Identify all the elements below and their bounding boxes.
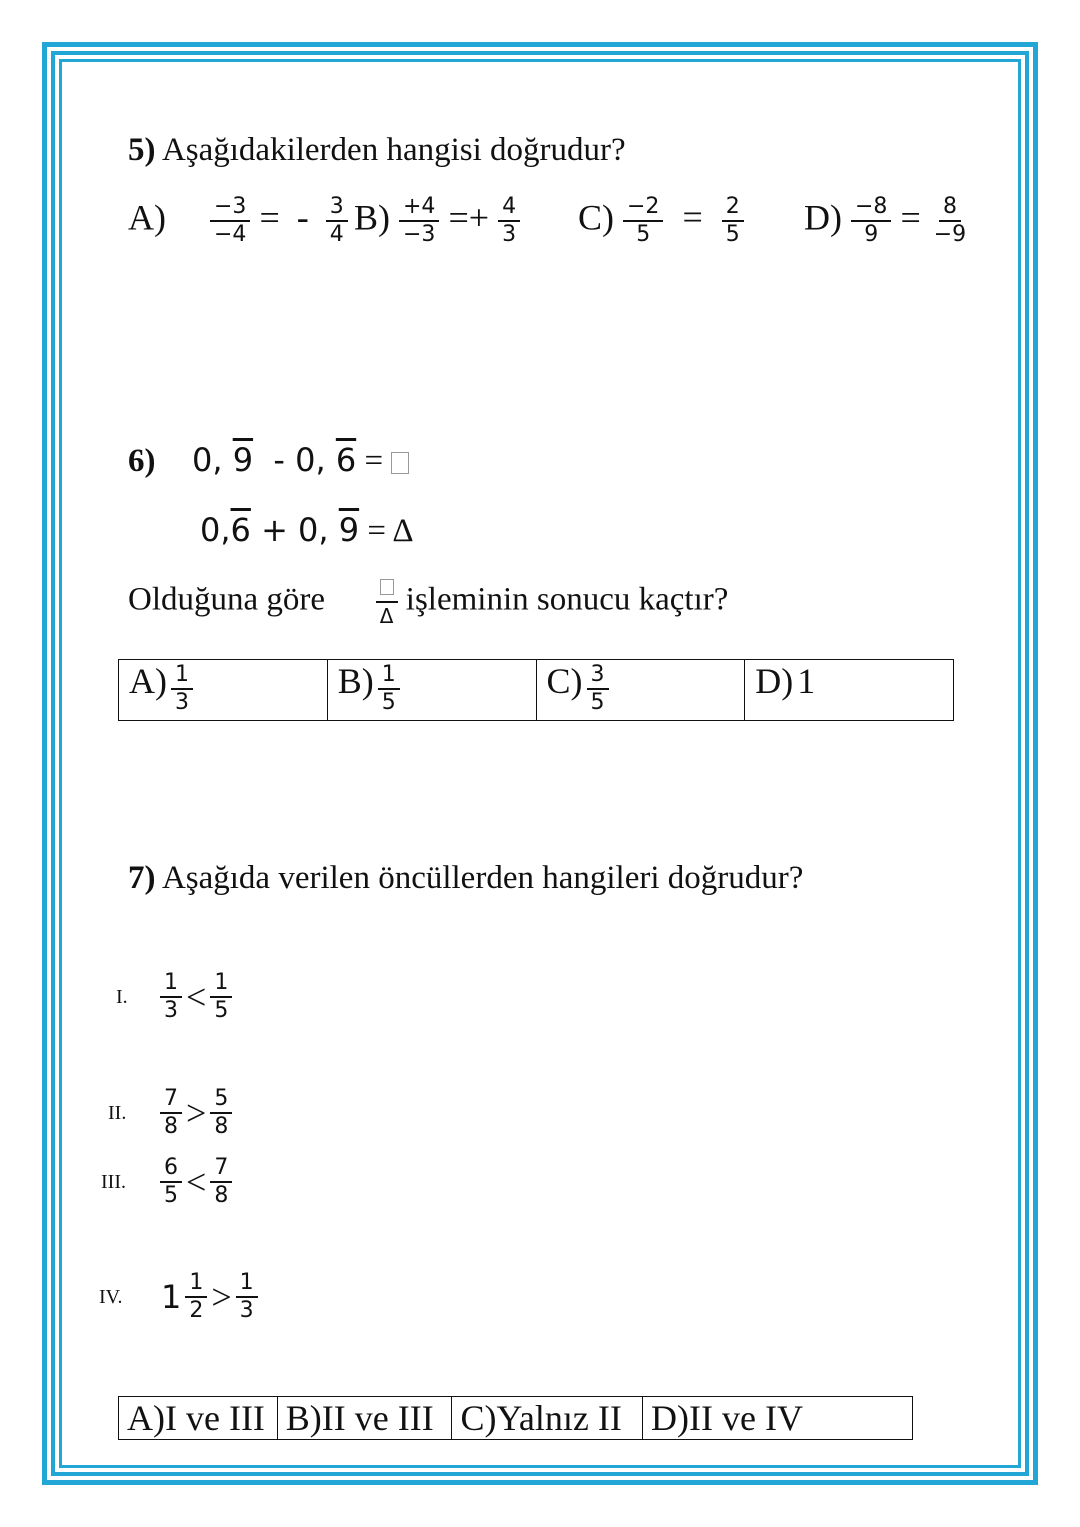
denominator: 5 bbox=[636, 222, 651, 247]
numerator: 1 bbox=[160, 970, 182, 998]
numerator: −8 bbox=[851, 194, 891, 222]
numerator bbox=[376, 575, 398, 603]
roman-numeral: IV. bbox=[99, 1285, 123, 1308]
denominator: 4 bbox=[329, 222, 344, 247]
denominator: −9 bbox=[933, 222, 967, 247]
equals-sign: = bbox=[448, 197, 469, 238]
denominator: 3 bbox=[502, 222, 517, 247]
numerator: 3 bbox=[587, 662, 609, 690]
question-suffix: işleminin sonucu kaçtır? bbox=[405, 581, 729, 618]
fraction bbox=[399, 194, 439, 248]
fraction bbox=[210, 1086, 232, 1140]
q7-premise-1 bbox=[116, 970, 232, 1024]
denominator: 8 bbox=[214, 1114, 229, 1139]
q5-text: Aşağıdakilerden hangisi doğrudur? bbox=[161, 132, 626, 168]
denominator: 5 bbox=[164, 1183, 178, 1208]
q6-expression-1 bbox=[192, 441, 356, 479]
triangle-symbol: Δ bbox=[392, 513, 414, 549]
denominator: 3 bbox=[164, 998, 178, 1023]
fraction bbox=[236, 1270, 258, 1324]
numerator: 1 bbox=[210, 970, 232, 998]
fraction bbox=[160, 1155, 182, 1209]
q7-premise-3 bbox=[101, 1155, 232, 1209]
roman-numeral: II. bbox=[108, 1101, 127, 1124]
fraction bbox=[210, 970, 232, 1024]
choice-label: A) bbox=[129, 661, 167, 701]
fraction bbox=[930, 194, 970, 248]
q6-answer-table bbox=[118, 659, 954, 721]
numerator: 6 bbox=[160, 1155, 182, 1183]
q7-text: Aşağıda verilen öncüllerden hangileri doğrudur? bbox=[161, 860, 804, 896]
option-label: B) bbox=[354, 197, 390, 238]
numerator: 8 bbox=[939, 194, 961, 222]
repeating-digit: 9 bbox=[338, 511, 360, 549]
question-prefix: Olduğuna göre bbox=[128, 581, 326, 618]
square-symbol bbox=[391, 452, 409, 474]
q6-line2 bbox=[200, 510, 414, 551]
fraction bbox=[160, 1086, 182, 1140]
q7-choice-c[interactable]: C)Yalnız II bbox=[452, 1397, 643, 1440]
operator: - 0, bbox=[273, 441, 326, 479]
q5-option-d bbox=[804, 194, 970, 248]
repeating-digit: 6 bbox=[230, 511, 251, 549]
integer-part: 0, bbox=[192, 441, 223, 479]
q6-choice-d[interactable] bbox=[745, 660, 954, 721]
q6-choice-b[interactable] bbox=[327, 660, 536, 721]
numerator: 3 bbox=[326, 194, 348, 222]
q6-expression-2 bbox=[200, 511, 359, 549]
fraction bbox=[722, 194, 744, 248]
equals-sign: = bbox=[364, 443, 384, 479]
whole-number: 1 bbox=[161, 1278, 182, 1316]
q5-number: 5) bbox=[128, 132, 156, 168]
denominator: 9 bbox=[864, 222, 879, 247]
fraction bbox=[498, 194, 520, 248]
q6-question bbox=[128, 575, 728, 629]
choice-label: B) bbox=[337, 661, 374, 701]
equals-sign: = bbox=[367, 513, 386, 549]
numerator: +4 bbox=[399, 194, 439, 222]
q7-choice-a[interactable]: A)I ve III bbox=[119, 1397, 278, 1440]
denominator: 8 bbox=[164, 1114, 178, 1139]
numerator: 1 bbox=[171, 662, 193, 690]
q6-choice-a[interactable] bbox=[119, 660, 328, 721]
equals-sign: = bbox=[900, 197, 921, 238]
option-label: A) bbox=[128, 197, 166, 238]
option-label: C) bbox=[578, 197, 614, 238]
fraction bbox=[210, 194, 250, 248]
q7-premise-2 bbox=[108, 1086, 232, 1140]
numerator: 1 bbox=[378, 662, 400, 690]
q7-premise-4 bbox=[99, 1270, 258, 1324]
q6-choice-c[interactable] bbox=[536, 660, 745, 721]
denominator: −4 bbox=[214, 222, 247, 247]
numerator: 4 bbox=[498, 194, 520, 222]
repeating-digit: 6 bbox=[335, 441, 357, 479]
comparison-operator: < bbox=[186, 1162, 207, 1202]
numerator: 5 bbox=[210, 1086, 232, 1114]
q7-choice-b[interactable]: B)II ve III bbox=[277, 1397, 452, 1440]
choice-value: 1 bbox=[797, 661, 816, 701]
choice-label: C) bbox=[546, 661, 583, 701]
numerator: −3 bbox=[210, 194, 250, 222]
roman-numeral: III. bbox=[101, 1170, 126, 1193]
numerator: 1 bbox=[185, 1270, 207, 1298]
denominator: 5 bbox=[214, 998, 229, 1023]
denominator: −3 bbox=[403, 222, 436, 247]
fraction bbox=[378, 662, 400, 716]
denominator: Δ bbox=[379, 604, 394, 628]
q7-stem bbox=[128, 858, 803, 898]
fraction bbox=[160, 970, 182, 1024]
roman-numeral: I. bbox=[116, 985, 128, 1008]
numerator: 1 bbox=[236, 1270, 258, 1298]
q5-stem bbox=[128, 130, 626, 170]
fraction bbox=[185, 1270, 207, 1324]
option-label: D) bbox=[804, 197, 842, 238]
q5-option-a bbox=[128, 194, 348, 248]
operator: + 0, bbox=[261, 511, 329, 549]
choice-label: D) bbox=[755, 661, 794, 701]
q7-answer-table bbox=[118, 1396, 913, 1440]
q5-option-c bbox=[578, 194, 744, 248]
repeating-digit: 9 bbox=[232, 441, 254, 479]
fraction bbox=[623, 194, 663, 248]
numerator: 2 bbox=[722, 194, 744, 222]
denominator: 2 bbox=[189, 1298, 204, 1323]
denominator: 5 bbox=[590, 690, 605, 716]
numerator: 7 bbox=[210, 1155, 232, 1183]
numerator: 7 bbox=[160, 1086, 182, 1114]
fraction bbox=[171, 662, 193, 716]
comparison-operator: < bbox=[186, 977, 207, 1017]
denominator: 3 bbox=[175, 690, 189, 716]
square-over-triangle-fraction bbox=[376, 575, 398, 629]
fraction bbox=[851, 194, 891, 248]
equals-sign: = bbox=[682, 197, 703, 238]
comparison-operator: > bbox=[211, 1277, 232, 1317]
q7-number: 7) bbox=[128, 860, 156, 896]
sign: + bbox=[468, 197, 490, 238]
integer-part: 0, bbox=[200, 511, 231, 549]
q6-number: 6) bbox=[128, 443, 156, 479]
denominator: 5 bbox=[381, 690, 396, 716]
fraction bbox=[210, 1155, 232, 1209]
equals-sign: = bbox=[259, 197, 280, 238]
square-symbol bbox=[380, 579, 394, 595]
q5-option-b bbox=[354, 194, 520, 248]
sign: - bbox=[296, 197, 309, 238]
comparison-operator: > bbox=[186, 1093, 207, 1133]
q7-choice-d[interactable]: D)II ve IV bbox=[643, 1397, 913, 1440]
q6-line1 bbox=[128, 440, 409, 481]
denominator: 8 bbox=[214, 1183, 229, 1208]
denominator: 5 bbox=[725, 222, 740, 247]
fraction bbox=[587, 662, 609, 716]
inner-border bbox=[59, 59, 1021, 1468]
fraction bbox=[326, 194, 348, 248]
denominator: 3 bbox=[239, 1298, 254, 1323]
numerator: −2 bbox=[623, 194, 663, 222]
